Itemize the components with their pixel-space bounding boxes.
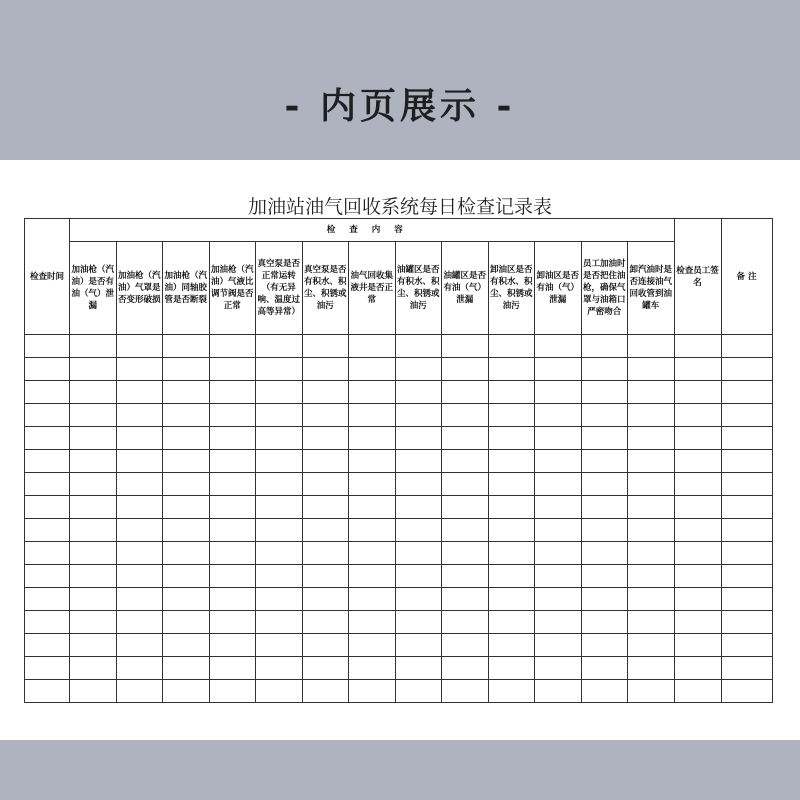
table-cell[interactable]: [256, 657, 303, 680]
table-cell[interactable]: [256, 473, 303, 496]
table-cell[interactable]: [395, 542, 442, 565]
col-header-13: 卸汽油时是否连接油气回收管到油罐车: [628, 242, 675, 335]
col-header-3: 加油枪（汽油）同轴胶管是否断裂: [163, 242, 210, 335]
table-cell[interactable]: [163, 450, 210, 473]
table-cell[interactable]: [535, 427, 582, 450]
table-cell[interactable]: [581, 680, 628, 703]
table-row: [25, 450, 773, 473]
table-cell[interactable]: [116, 588, 163, 611]
table-cell[interactable]: [116, 519, 163, 542]
table-cell[interactable]: [25, 496, 70, 519]
table-cell[interactable]: [116, 565, 163, 588]
table-cell[interactable]: [721, 565, 772, 588]
col-header-2: 加油枪（汽油）气罩是否变形破损: [116, 242, 163, 335]
table-cell[interactable]: [721, 473, 772, 496]
table-cell[interactable]: [349, 542, 396, 565]
table-cell[interactable]: [674, 427, 721, 450]
table-row: [25, 427, 773, 450]
table-cell[interactable]: [70, 542, 117, 565]
table-cell[interactable]: [163, 496, 210, 519]
table-cell[interactable]: [674, 634, 721, 657]
table-cell[interactable]: [721, 611, 772, 634]
table-cell[interactable]: [209, 358, 256, 381]
table-cell[interactable]: [302, 588, 349, 611]
table-cell[interactable]: [349, 404, 396, 427]
table-cell[interactable]: [628, 611, 675, 634]
table-cell[interactable]: [349, 680, 396, 703]
table-cell[interactable]: [442, 450, 489, 473]
table-cell[interactable]: [488, 427, 535, 450]
table-cell[interactable]: [256, 450, 303, 473]
table-cell[interactable]: [395, 450, 442, 473]
table-cell[interactable]: [302, 657, 349, 680]
table-cell[interactable]: [488, 404, 535, 427]
table-cell[interactable]: [721, 680, 772, 703]
table-cell[interactable]: [442, 657, 489, 680]
table-cell[interactable]: [581, 542, 628, 565]
table-cell[interactable]: [535, 473, 582, 496]
table-cell[interactable]: [721, 335, 772, 358]
table-cell[interactable]: [70, 634, 117, 657]
table-cell[interactable]: [488, 634, 535, 657]
table-cell[interactable]: [349, 588, 396, 611]
table-cell[interactable]: [395, 427, 442, 450]
col-header-4: 加油枪（汽油）气液比调节阀是否正常: [209, 242, 256, 335]
table-cell[interactable]: [70, 611, 117, 634]
table-cell[interactable]: [70, 680, 117, 703]
table-cell[interactable]: [256, 404, 303, 427]
col-header-1: 加油枪（汽油）是否有油（气）泄漏: [70, 242, 117, 335]
table-cell[interactable]: [581, 404, 628, 427]
table-cell[interactable]: [209, 657, 256, 680]
table-cell[interactable]: [302, 473, 349, 496]
table-cell[interactable]: [488, 588, 535, 611]
table-cell[interactable]: [25, 473, 70, 496]
table-cell[interactable]: [256, 496, 303, 519]
table-cell[interactable]: [349, 358, 396, 381]
table-cell[interactable]: [395, 588, 442, 611]
table-cell[interactable]: [256, 634, 303, 657]
table-cell[interactable]: [302, 450, 349, 473]
table-cell[interactable]: [163, 404, 210, 427]
table-cell[interactable]: [535, 588, 582, 611]
table-cell[interactable]: [70, 588, 117, 611]
table-row: [25, 634, 773, 657]
table-cell[interactable]: [256, 611, 303, 634]
table-cell[interactable]: [628, 680, 675, 703]
table-cell[interactable]: [628, 473, 675, 496]
table-cell[interactable]: [442, 404, 489, 427]
col-header-10: 卸油区是否有积水、积尘、积锈或油污: [488, 242, 535, 335]
table-cell[interactable]: [25, 542, 70, 565]
table-cell[interactable]: [25, 358, 70, 381]
table-cell[interactable]: [256, 427, 303, 450]
table-cell[interactable]: [442, 496, 489, 519]
table-cell[interactable]: [442, 611, 489, 634]
table-cell[interactable]: [209, 381, 256, 404]
table-cell[interactable]: [395, 381, 442, 404]
table-cell[interactable]: [70, 565, 117, 588]
table-cell[interactable]: [349, 565, 396, 588]
table-cell[interactable]: [488, 657, 535, 680]
banner-title: - 内页展示 -: [284, 85, 516, 127]
table-cell[interactable]: [256, 519, 303, 542]
table-cell[interactable]: [581, 657, 628, 680]
table-cell[interactable]: [116, 657, 163, 680]
table-cell[interactable]: [70, 358, 117, 381]
table-cell[interactable]: [256, 588, 303, 611]
table-cell[interactable]: [395, 634, 442, 657]
table-cell[interactable]: [721, 496, 772, 519]
inspection-record-table: [24, 218, 773, 703]
table-cell[interactable]: [721, 588, 772, 611]
table-row: [25, 611, 773, 634]
table-cell[interactable]: [628, 657, 675, 680]
table-cell[interactable]: [116, 611, 163, 634]
table-cell[interactable]: [442, 519, 489, 542]
table-cell[interactable]: [535, 335, 582, 358]
table-cell[interactable]: [581, 519, 628, 542]
table-cell[interactable]: [163, 542, 210, 565]
table-cell[interactable]: [674, 450, 721, 473]
table-cell[interactable]: [25, 404, 70, 427]
table-cell[interactable]: [628, 381, 675, 404]
table-cell[interactable]: [70, 657, 117, 680]
table-cell[interactable]: [209, 450, 256, 473]
table-cell[interactable]: [674, 519, 721, 542]
table-cell[interactable]: [209, 335, 256, 358]
col-header-7: 油气回收集液井是否正常: [349, 242, 396, 335]
table-cell[interactable]: [302, 565, 349, 588]
table-cell[interactable]: [209, 565, 256, 588]
table-cell[interactable]: [442, 680, 489, 703]
table-cell[interactable]: [163, 519, 210, 542]
table-cell[interactable]: [628, 335, 675, 358]
table-cell[interactable]: [70, 404, 117, 427]
table-cell[interactable]: [488, 335, 535, 358]
table-cell[interactable]: [721, 358, 772, 381]
table-cell[interactable]: [163, 680, 210, 703]
table-cell[interactable]: [349, 519, 396, 542]
table-cell[interactable]: [488, 381, 535, 404]
table-cell[interactable]: [628, 565, 675, 588]
table-cell[interactable]: [116, 473, 163, 496]
table-cell[interactable]: [395, 358, 442, 381]
table-cell[interactable]: [163, 381, 210, 404]
table-cell[interactable]: [442, 381, 489, 404]
table-cell[interactable]: [581, 450, 628, 473]
table-cell[interactable]: [628, 588, 675, 611]
document-title: 加油站油气回收系统每日检查记录表: [247, 196, 552, 218]
table-cell[interactable]: [581, 565, 628, 588]
table-cell[interactable]: [581, 588, 628, 611]
table-row: [25, 335, 773, 358]
table-cell[interactable]: [70, 450, 117, 473]
table-cell[interactable]: [302, 381, 349, 404]
table-cell[interactable]: [628, 358, 675, 381]
table-cell[interactable]: [256, 381, 303, 404]
table-row: [25, 565, 773, 588]
table-cell[interactable]: [581, 358, 628, 381]
table-cell[interactable]: [581, 496, 628, 519]
table-cell[interactable]: [163, 427, 210, 450]
table-cell[interactable]: [349, 427, 396, 450]
table-cell[interactable]: [209, 542, 256, 565]
table-cell[interactable]: [535, 611, 582, 634]
table-cell[interactable]: [535, 450, 582, 473]
table-cell[interactable]: [535, 519, 582, 542]
table-cell[interactable]: [674, 680, 721, 703]
table-cell[interactable]: [25, 565, 70, 588]
table-cell[interactable]: [581, 381, 628, 404]
table-cell[interactable]: [581, 473, 628, 496]
table-cell[interactable]: [349, 611, 396, 634]
table-cell[interactable]: [302, 496, 349, 519]
table-cell[interactable]: [302, 358, 349, 381]
table-cell[interactable]: [163, 634, 210, 657]
table-cell[interactable]: [349, 381, 396, 404]
table-cell[interactable]: [488, 358, 535, 381]
table-cell[interactable]: [488, 542, 535, 565]
table-cell[interactable]: [721, 427, 772, 450]
table-cell[interactable]: [163, 358, 210, 381]
table-cell[interactable]: [116, 404, 163, 427]
table-cell[interactable]: [302, 335, 349, 358]
table-cell[interactable]: [302, 680, 349, 703]
table-cell[interactable]: [628, 519, 675, 542]
table-cell[interactable]: [535, 404, 582, 427]
table-cell[interactable]: [674, 335, 721, 358]
table-cell[interactable]: [25, 680, 70, 703]
table-cell[interactable]: [628, 634, 675, 657]
table-cell[interactable]: [488, 473, 535, 496]
table-cell[interactable]: [674, 611, 721, 634]
table-cell[interactable]: [674, 542, 721, 565]
table-cell[interactable]: [25, 588, 70, 611]
table-cell[interactable]: [442, 634, 489, 657]
table-cell[interactable]: [70, 381, 117, 404]
table-cell[interactable]: [395, 496, 442, 519]
table-cell[interactable]: [674, 657, 721, 680]
table-cell[interactable]: [209, 634, 256, 657]
table-cell[interactable]: [209, 404, 256, 427]
table-cell[interactable]: [395, 473, 442, 496]
table-cell[interactable]: [349, 335, 396, 358]
table-cell[interactable]: [674, 358, 721, 381]
table-cell[interactable]: [395, 611, 442, 634]
table-row: [25, 542, 773, 565]
table-cell[interactable]: [302, 611, 349, 634]
table-row: [25, 473, 773, 496]
table-row: [25, 358, 773, 381]
table-cell[interactable]: [163, 657, 210, 680]
table-cell[interactable]: [721, 657, 772, 680]
table-cell[interactable]: [70, 519, 117, 542]
col-header-8: 油罐区是否有积水、积尘、积锈或油污: [395, 242, 442, 335]
table-cell[interactable]: [721, 542, 772, 565]
table-cell[interactable]: [116, 680, 163, 703]
table-cell[interactable]: [721, 450, 772, 473]
col-header-6: 真空泵是否有积水、积尘、积锈或油污: [302, 242, 349, 335]
table-cell[interactable]: [395, 404, 442, 427]
col-header-11: 卸油区是否有油（气）泄漏: [535, 242, 582, 335]
table-cell[interactable]: [535, 657, 582, 680]
table-cell[interactable]: [535, 634, 582, 657]
table-cell[interactable]: [256, 565, 303, 588]
table-cell[interactable]: [302, 634, 349, 657]
table-cell[interactable]: [302, 404, 349, 427]
bottom-banner: [0, 740, 800, 800]
table-row: [25, 519, 773, 542]
table-cell[interactable]: [674, 381, 721, 404]
table-cell[interactable]: [70, 427, 117, 450]
table-cell[interactable]: [488, 680, 535, 703]
table-cell[interactable]: [25, 335, 70, 358]
table-cell[interactable]: [302, 519, 349, 542]
table-cell[interactable]: [535, 565, 582, 588]
table-row: [25, 404, 773, 427]
table-cell[interactable]: [209, 519, 256, 542]
table-cell[interactable]: [488, 611, 535, 634]
table-cell[interactable]: [581, 634, 628, 657]
table-cell[interactable]: [442, 358, 489, 381]
table-cell[interactable]: [209, 680, 256, 703]
table-row: [25, 588, 773, 611]
table-cell[interactable]: [209, 473, 256, 496]
table-cell[interactable]: [395, 680, 442, 703]
table-cell[interactable]: [442, 473, 489, 496]
table-row: [25, 381, 773, 404]
table-row: [25, 657, 773, 680]
table-cell[interactable]: [674, 473, 721, 496]
table-cell[interactable]: [116, 427, 163, 450]
table-cell[interactable]: [70, 473, 117, 496]
group-header-check-content: 检查内容: [70, 219, 675, 242]
table-cell[interactable]: [581, 427, 628, 450]
table-cell[interactable]: [721, 634, 772, 657]
table-cell[interactable]: [70, 496, 117, 519]
table-cell[interactable]: [674, 496, 721, 519]
table-cell[interactable]: [163, 565, 210, 588]
table-cell[interactable]: [349, 657, 396, 680]
table-cell[interactable]: [25, 611, 70, 634]
table-cell[interactable]: [116, 634, 163, 657]
table-cell[interactable]: [488, 450, 535, 473]
table-cell[interactable]: [488, 565, 535, 588]
table-cell[interactable]: [302, 427, 349, 450]
table-cell[interactable]: [209, 588, 256, 611]
col-header-5: 真空泵是否正常运转（有无异响、温度过高等异常）: [256, 242, 303, 335]
table-row: [25, 680, 773, 703]
table-cell[interactable]: [25, 519, 70, 542]
col-header-9: 油罐区是否有油（气）泄漏: [442, 242, 489, 335]
col-header-12: 员工加油时是否把住油枪，确保气罩与油箱口严密吻合: [581, 242, 628, 335]
table-cell[interactable]: [349, 450, 396, 473]
table-cell[interactable]: [116, 450, 163, 473]
table-cell[interactable]: [721, 519, 772, 542]
table-cell[interactable]: [442, 427, 489, 450]
table-cell[interactable]: [628, 542, 675, 565]
table-cell[interactable]: [116, 381, 163, 404]
table-cell[interactable]: [25, 657, 70, 680]
table-cell[interactable]: [674, 565, 721, 588]
table-cell[interactable]: [395, 519, 442, 542]
table-cell[interactable]: [674, 404, 721, 427]
table-cell[interactable]: [256, 358, 303, 381]
table-cell[interactable]: [442, 565, 489, 588]
table-row: [25, 496, 773, 519]
table-cell[interactable]: [349, 634, 396, 657]
table-cell[interactable]: [535, 680, 582, 703]
table-cell[interactable]: [256, 542, 303, 565]
table-cell[interactable]: [163, 611, 210, 634]
table-cell[interactable]: [395, 335, 442, 358]
table-cell[interactable]: [25, 450, 70, 473]
table-cell[interactable]: [442, 542, 489, 565]
table-cell[interactable]: [163, 588, 210, 611]
table-cell[interactable]: [116, 542, 163, 565]
table-cell[interactable]: [116, 358, 163, 381]
table-cell[interactable]: [116, 496, 163, 519]
table-cell[interactable]: [535, 358, 582, 381]
table-cell[interactable]: [488, 496, 535, 519]
table-cell[interactable]: [628, 404, 675, 427]
table-cell[interactable]: [209, 496, 256, 519]
table-cell[interactable]: [628, 427, 675, 450]
table-cell[interactable]: [25, 427, 70, 450]
table-cell[interactable]: [256, 335, 303, 358]
table-cell[interactable]: [116, 335, 163, 358]
table-cell[interactable]: [721, 381, 772, 404]
table-cell[interactable]: [535, 496, 582, 519]
table-cell[interactable]: [163, 473, 210, 496]
table-cell[interactable]: [488, 519, 535, 542]
row-header-check-time: 检查时间: [25, 219, 70, 335]
table-cell[interactable]: [674, 588, 721, 611]
col-header-inspector-signature: 检查员工签名: [674, 219, 721, 335]
table-cell[interactable]: [349, 496, 396, 519]
col-header-remarks: 备 注: [721, 219, 772, 335]
table-cell[interactable]: [581, 335, 628, 358]
table-cell[interactable]: [442, 588, 489, 611]
table-cell[interactable]: [256, 680, 303, 703]
table-cell[interactable]: [163, 335, 210, 358]
table-cell[interactable]: [209, 611, 256, 634]
table-cell[interactable]: [535, 542, 582, 565]
table-cell[interactable]: [628, 450, 675, 473]
table-cell[interactable]: [395, 657, 442, 680]
table-cell[interactable]: [628, 496, 675, 519]
table-cell[interactable]: [209, 427, 256, 450]
table-cell[interactable]: [395, 565, 442, 588]
table-cell[interactable]: [25, 634, 70, 657]
table-cell[interactable]: [349, 473, 396, 496]
table-cell[interactable]: [25, 381, 70, 404]
table-cell[interactable]: [581, 611, 628, 634]
table-cell[interactable]: [721, 404, 772, 427]
table-cell[interactable]: [535, 381, 582, 404]
table-cell[interactable]: [442, 335, 489, 358]
table-cell[interactable]: [302, 542, 349, 565]
table-cell[interactable]: [70, 335, 117, 358]
